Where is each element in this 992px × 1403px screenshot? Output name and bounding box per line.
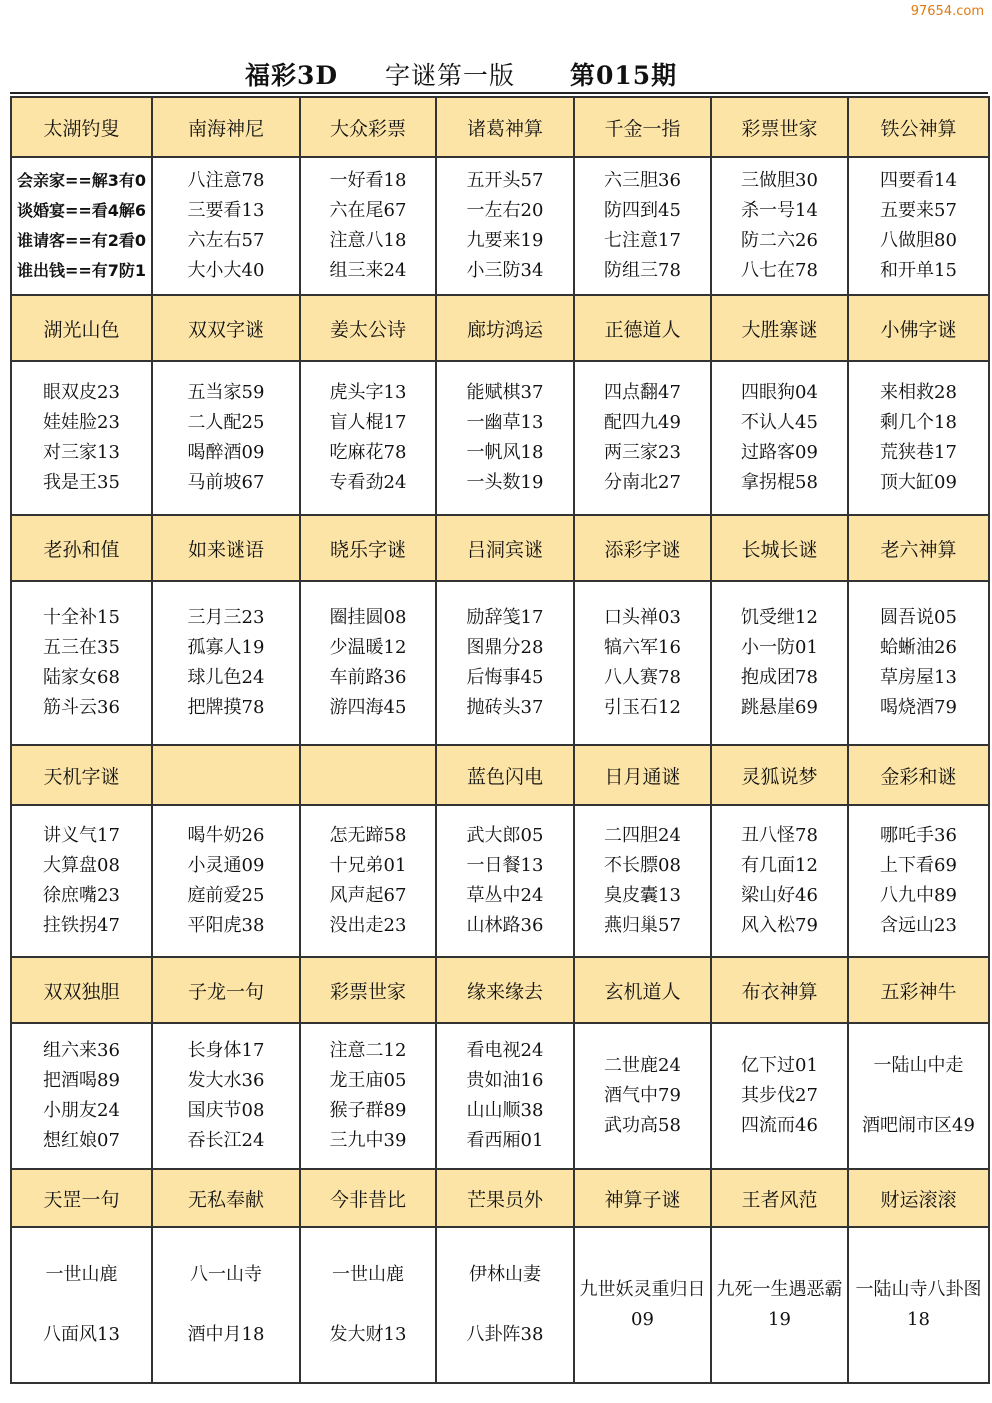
riddle-cell	[711, 1023, 848, 1169]
riddle-line: 把酒喝89	[43, 1070, 120, 1091]
column-header: 金彩和谜	[848, 745, 989, 805]
page-title	[0, 56, 992, 96]
riddle-cell	[300, 1227, 436, 1383]
riddle-cell	[11, 361, 152, 515]
riddle-line: 怎无蹄58	[329, 825, 407, 846]
riddle-line: 防四到45	[604, 200, 681, 221]
riddle-cell	[848, 1023, 989, 1169]
riddle-line: 五要来57	[880, 200, 957, 221]
riddle-line: 伊林山妻	[469, 1264, 541, 1285]
riddle-row	[11, 361, 989, 515]
riddle-line: 一幽草13	[466, 412, 544, 433]
riddle-cell	[152, 805, 300, 957]
column-header: 太湖钓叟	[11, 97, 152, 157]
riddle-line: 防二六26	[741, 230, 818, 251]
riddle-cell	[711, 805, 848, 957]
riddle-line: 马前坡67	[187, 472, 265, 493]
riddle-line: 抱成团78	[741, 667, 818, 688]
column-header: 如来谜语	[152, 515, 300, 581]
riddle-line: 谁请客==有2看0	[16, 231, 147, 250]
riddle-cell	[300, 581, 436, 745]
riddle-line: 八面风13	[43, 1324, 120, 1345]
riddle-row	[11, 157, 989, 295]
riddle-line: 猴子群89	[329, 1100, 407, 1121]
riddle-line: 组三来24	[329, 260, 407, 281]
riddle-line: 会亲家==解3有0	[16, 171, 147, 190]
riddle-line: 八七在78	[741, 260, 818, 281]
riddle-line: 四眼狗04	[741, 382, 818, 403]
column-header: 彩票世家	[300, 957, 436, 1023]
riddle-line: 九世妖灵重归日09	[579, 1279, 706, 1330]
riddle-line: 八做胆80	[880, 230, 957, 251]
column-header: 正德道人	[574, 295, 711, 361]
riddle-line: 喝牛奶26	[187, 825, 265, 846]
riddle-line: 盲人棍17	[329, 412, 407, 433]
column-header: 南海神尼	[152, 97, 300, 157]
riddle-line: 丑八怪78	[741, 825, 818, 846]
riddle-line: 四点翻47	[604, 382, 681, 403]
riddle-line: 六在尾67	[329, 200, 407, 221]
column-header: 日月通谜	[574, 745, 711, 805]
riddle-line: 徐庶嘴23	[43, 885, 120, 906]
riddle-line: 六左右57	[187, 230, 265, 251]
column-header: 神算子谜	[574, 1169, 711, 1227]
riddle-cell	[11, 1023, 152, 1169]
riddle-line: 武大郎05	[466, 825, 544, 846]
riddle-line: 拿拐棍58	[741, 472, 818, 493]
riddle-cell	[436, 1023, 574, 1169]
riddle-line: 吃麻花78	[329, 442, 407, 463]
riddle-line: 含远山23	[880, 915, 957, 936]
riddle-line: 一左右20	[466, 200, 544, 221]
riddle-line: 八卦阵38	[466, 1324, 544, 1345]
column-header: 姜太公诗	[300, 295, 436, 361]
riddle-line: 能赋棋37	[466, 382, 544, 403]
column-header: 财运滚滚	[848, 1169, 989, 1227]
riddle-line: 口头禅03	[604, 607, 681, 628]
riddle-line: 组六来36	[43, 1040, 120, 1061]
riddle-cell	[574, 157, 711, 295]
spacer	[12, 1290, 151, 1320]
riddle-cell	[848, 361, 989, 515]
riddle-cell	[711, 1227, 848, 1383]
riddle-line: 龙王庙05	[329, 1070, 407, 1091]
riddle-line: 酒气中79	[604, 1085, 681, 1106]
riddle-line: 其步伐27	[741, 1085, 818, 1106]
riddle-line: 来相救28	[880, 382, 957, 403]
riddle-cell	[711, 361, 848, 515]
riddle-line: 二世鹿24	[604, 1055, 681, 1076]
column-header: 无私奉献	[152, 1169, 300, 1227]
riddle-line: 酒中月18	[187, 1324, 265, 1345]
riddle-line: 上下看69	[880, 855, 957, 876]
riddle-cell	[152, 1023, 300, 1169]
column-header: 大胜寨谜	[711, 295, 848, 361]
riddle-line: 三做胆30	[741, 170, 818, 191]
column-header: 大众彩票	[300, 97, 436, 157]
column-header: 诸葛神算	[436, 97, 574, 157]
riddle-line: 没出走23	[329, 915, 407, 936]
column-header: 廊坊鸿运	[436, 295, 574, 361]
riddle-cell	[152, 581, 300, 745]
title-lottery: 福彩3D	[245, 61, 339, 90]
riddle-line: 杀一号14	[741, 200, 818, 221]
riddle-line: 梁山好46	[741, 885, 818, 906]
riddle-line: 孤寡人19	[187, 637, 265, 658]
riddle-line: 跳悬崖69	[741, 697, 818, 718]
riddle-cell	[11, 805, 152, 957]
riddle-cell	[300, 157, 436, 295]
riddle-cell	[436, 1227, 574, 1383]
column-header: 彩票世家	[711, 97, 848, 157]
riddle-line: 一陆山中走	[873, 1055, 964, 1076]
riddle-line: 两三家23	[604, 442, 681, 463]
riddle-line: 贵如油16	[466, 1070, 544, 1091]
column-header: 铁公神算	[848, 97, 989, 157]
site-watermark: 97654.com	[910, 4, 984, 19]
riddle-line: 我是王35	[43, 472, 120, 493]
riddle-cell	[436, 805, 574, 957]
column-header: 蓝色闪电	[436, 745, 574, 805]
riddle-line: 配四九49	[604, 412, 681, 433]
riddle-line: 燕归巢57	[604, 915, 681, 936]
riddle-line: 和开单15	[880, 260, 957, 281]
riddle-line: 把牌摸78	[187, 697, 265, 718]
riddle-line: 想红娘07	[43, 1130, 120, 1151]
riddle-line: 不长膘08	[604, 855, 681, 876]
riddle-line: 九死一生遇恶霸19	[716, 1279, 843, 1330]
column-header: 千金一指	[574, 97, 711, 157]
riddle-row	[11, 1023, 989, 1169]
riddle-line: 八人赛78	[604, 667, 681, 688]
column-header: 小佛字谜	[848, 295, 989, 361]
riddle-line: 筋斗云36	[43, 697, 120, 718]
riddle-line: 亿下过01	[741, 1055, 818, 1076]
riddle-cell	[436, 157, 574, 295]
riddle-line: 四流而46	[741, 1115, 818, 1136]
riddle-line: 眼双皮23	[43, 382, 120, 403]
riddle-line: 一世山鹿	[45, 1264, 118, 1285]
riddle-cell	[574, 805, 711, 957]
riddle-line: 八九中89	[880, 885, 957, 906]
riddle-line: 平阳虎38	[187, 915, 265, 936]
riddle-cell	[436, 361, 574, 515]
riddle-line: 专看劲24	[329, 472, 407, 493]
riddle-line: 看电视24	[466, 1040, 544, 1061]
riddle-line: 五开头57	[466, 170, 544, 191]
riddle-row	[11, 1227, 989, 1383]
riddle-line: 过路客09	[741, 442, 818, 463]
riddle-line: 十全补15	[43, 607, 120, 628]
riddle-line: 虎头字13	[329, 382, 407, 403]
riddle-line: 七注意17	[604, 230, 681, 251]
riddle-line: 抛砖头37	[466, 697, 544, 718]
riddle-line: 发大财13	[329, 1324, 407, 1345]
riddle-line: 一世山鹿	[332, 1264, 404, 1285]
riddle-line: 山山顺38	[466, 1100, 544, 1121]
riddle-line: 武功高58	[604, 1115, 681, 1136]
header-row	[11, 97, 989, 157]
riddle-cell	[11, 1227, 152, 1383]
riddle-cell	[848, 1227, 989, 1383]
riddle-line: 拄铁拐47	[43, 915, 120, 936]
column-header: 老孙和值	[11, 515, 152, 581]
riddle-line: 庭前爱25	[187, 885, 265, 906]
riddle-cell	[574, 1023, 711, 1169]
riddle-line: 游四海45	[329, 697, 407, 718]
riddle-line: 娃娃脸23	[43, 412, 120, 433]
riddle-line: 国庆节08	[187, 1100, 265, 1121]
column-header: 天罡一句	[11, 1169, 152, 1227]
riddle-line: 臭皮囊13	[604, 885, 681, 906]
column-header: 长城长谜	[711, 515, 848, 581]
column-header: 湖光山色	[11, 295, 152, 361]
title-edition: 字谜第一版	[385, 61, 516, 90]
riddle-line: 一日餐13	[466, 855, 544, 876]
riddle-line: 小灵通09	[187, 855, 265, 876]
riddle-line: 风声起67	[329, 885, 407, 906]
riddle-line: 后悔事45	[466, 667, 544, 688]
riddle-line: 草丛中24	[466, 885, 544, 906]
riddle-cell	[848, 581, 989, 745]
riddle-line: 圈挂圆08	[329, 607, 407, 628]
riddle-row	[11, 805, 989, 957]
riddle-line: 三月三23	[187, 607, 265, 628]
riddle-grid	[10, 96, 990, 1384]
column-header: 今非昔比	[300, 1169, 436, 1227]
riddle-line: 一好看18	[329, 170, 407, 191]
riddle-cell	[11, 581, 152, 745]
header-row	[11, 957, 989, 1023]
riddle-line: 分南北27	[604, 472, 681, 493]
riddle-line: 五当家59	[187, 382, 265, 403]
riddle-line: 喝烧酒79	[880, 697, 957, 718]
riddle-line: 一陆山寺八卦图18	[855, 1279, 982, 1330]
riddle-line: 酒吧闹市区49	[862, 1115, 975, 1136]
riddle-line: 犒六军16	[604, 637, 681, 658]
riddle-line: 圆吾说05	[880, 607, 957, 628]
riddle-line: 五三在35	[43, 637, 120, 658]
riddle-cell	[574, 581, 711, 745]
column-header: 五彩神牛	[848, 957, 989, 1023]
riddle-line: 一帆风18	[466, 442, 544, 463]
riddle-cell	[848, 157, 989, 295]
riddle-line: 四要看14	[880, 170, 957, 191]
column-header: 天机字谜	[11, 745, 152, 805]
riddle-line: 看西厢01	[466, 1130, 544, 1151]
riddle-line: 注意二12	[329, 1040, 407, 1061]
title-issue: 第015期	[570, 61, 678, 90]
riddle-line: 谈婚宴==看4解6	[16, 201, 147, 220]
riddle-line: 三要看13	[187, 200, 265, 221]
riddle-line: 大算盘08	[43, 855, 120, 876]
header-row	[11, 515, 989, 581]
header-row	[11, 295, 989, 361]
riddle-line: 吞长江24	[187, 1130, 265, 1151]
riddle-cell	[711, 581, 848, 745]
header-row	[11, 745, 989, 805]
column-header: 老六神算	[848, 515, 989, 581]
column-header: 布衣神算	[711, 957, 848, 1023]
riddle-line: 小三防34	[466, 260, 544, 281]
riddle-line: 八注意78	[187, 170, 265, 191]
riddle-cell	[574, 361, 711, 515]
riddle-cell	[152, 157, 300, 295]
riddle-line: 蛤蜥油26	[880, 637, 957, 658]
riddle-cell	[711, 157, 848, 295]
column-header: 灵狐说梦	[711, 745, 848, 805]
riddle-line: 防组三78	[604, 260, 681, 281]
riddle-line: 顶大缸09	[880, 472, 957, 493]
riddle-line: 少温暖12	[329, 637, 407, 658]
riddle-line: 风入松79	[741, 915, 818, 936]
riddle-line: 注意八18	[329, 230, 407, 251]
riddle-line: 谁出钱==有7防1	[16, 261, 147, 280]
riddle-line: 二四胆24	[604, 825, 681, 846]
riddle-cell	[300, 805, 436, 957]
title-rule	[10, 92, 988, 94]
column-header: 吕洞宾谜	[436, 515, 574, 581]
column-header: 缘来缘去	[436, 957, 574, 1023]
riddle-cell	[436, 581, 574, 745]
riddle-line: 小一防01	[741, 637, 818, 658]
header-row	[11, 1169, 989, 1227]
riddle-line: 山林路36	[466, 915, 544, 936]
riddle-line: 不认人45	[741, 412, 818, 433]
riddle-line: 剩几个18	[880, 412, 957, 433]
riddle-line: 陆家女68	[43, 667, 120, 688]
riddle-line: 讲义气17	[43, 825, 120, 846]
riddle-line: 喝醉酒09	[187, 442, 265, 463]
riddle-row	[11, 581, 989, 745]
riddle-line: 发大水36	[187, 1070, 265, 1091]
column-header: 王者风范	[711, 1169, 848, 1227]
riddle-cell	[300, 1023, 436, 1169]
spacer	[849, 1081, 988, 1111]
riddle-line: 大小大40	[187, 260, 265, 281]
riddle-line: 引玉石12	[604, 697, 681, 718]
column-header: 玄机道人	[574, 957, 711, 1023]
riddle-line: 哪吒手36	[880, 825, 957, 846]
column-header: 添彩字谜	[574, 515, 711, 581]
riddle-line: 九要来19	[466, 230, 544, 251]
riddle-line: 对三家13	[43, 442, 120, 463]
riddle-line: 荒狭巷17	[880, 442, 957, 463]
spacer	[301, 1290, 435, 1320]
riddle-line: 八一山寺	[190, 1264, 262, 1285]
riddle-cell	[300, 361, 436, 515]
riddle-line: 二人配25	[187, 412, 265, 433]
riddle-cell	[11, 157, 152, 295]
riddle-cell	[574, 1227, 711, 1383]
column-header: 双双字谜	[152, 295, 300, 361]
riddle-line: 有几面12	[741, 855, 818, 876]
column-header: 子龙一句	[152, 957, 300, 1023]
riddle-line: 小朋友24	[43, 1100, 120, 1121]
spacer	[153, 1290, 299, 1320]
riddle-line: 六三胆36	[604, 170, 681, 191]
riddle-line: 球儿色24	[187, 667, 265, 688]
riddle-line: 饥受绁12	[741, 607, 818, 628]
riddle-cell	[848, 805, 989, 957]
riddle-cell	[152, 361, 300, 515]
riddle-line: 十兄弟01	[329, 855, 407, 876]
riddle-line: 草房屋13	[880, 667, 957, 688]
riddle-line: 三九中39	[329, 1130, 407, 1151]
riddle-line: 励辞笺17	[466, 607, 544, 628]
riddle-line: 长身体17	[187, 1040, 265, 1061]
riddle-line: 图鼎分28	[466, 637, 544, 658]
spacer	[437, 1290, 573, 1320]
column-header	[152, 745, 300, 805]
riddle-line: 一头数19	[466, 472, 544, 493]
column-header: 芒果员外	[436, 1169, 574, 1227]
riddle-cell	[152, 1227, 300, 1383]
column-header	[300, 745, 436, 805]
riddle-line: 车前路36	[329, 667, 407, 688]
column-header: 双双独胆	[11, 957, 152, 1023]
column-header: 晓乐字谜	[300, 515, 436, 581]
